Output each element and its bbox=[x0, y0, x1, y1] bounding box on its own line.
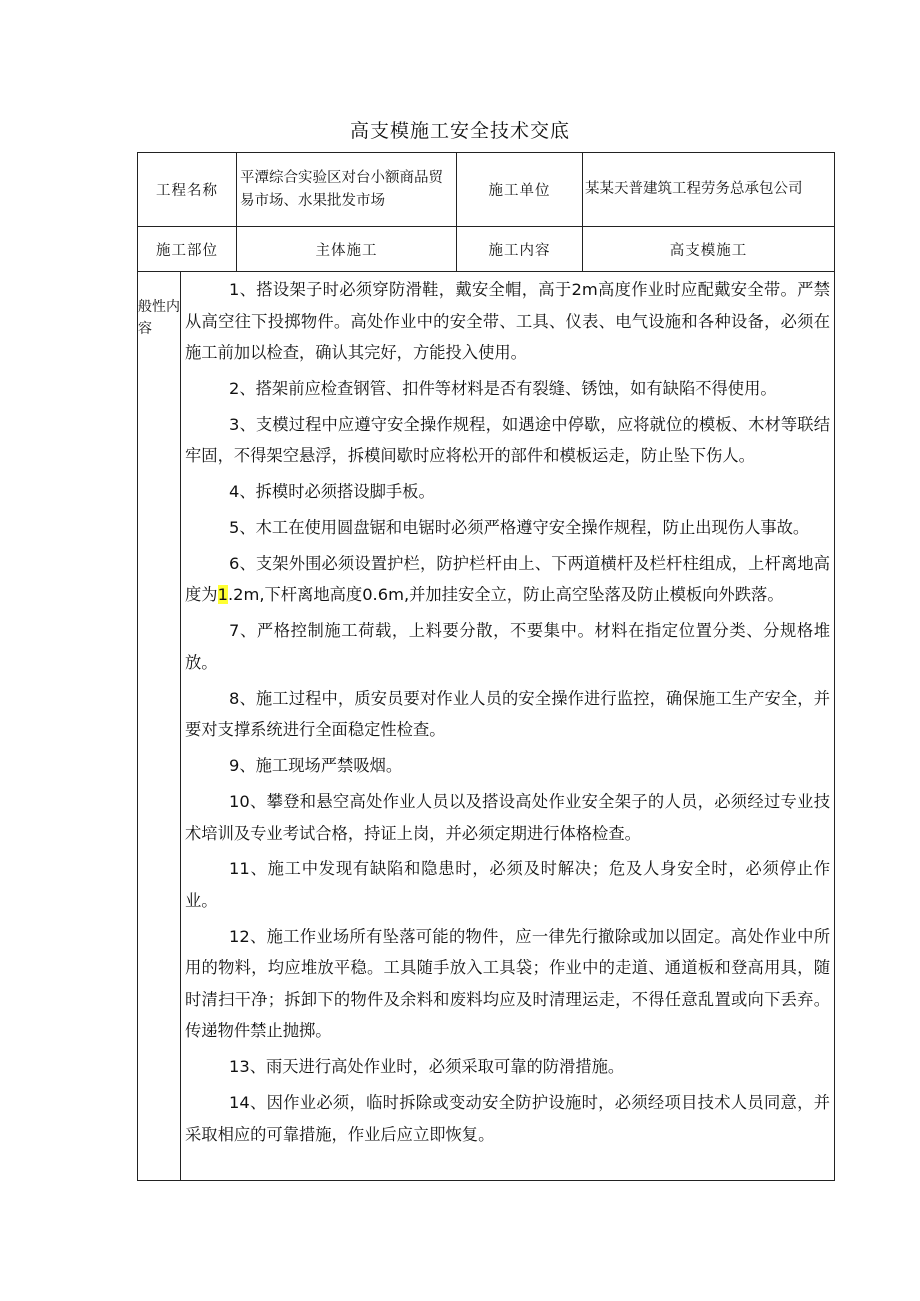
content-label: 施工内容 bbox=[457, 227, 583, 272]
header-row-project bbox=[138, 153, 835, 227]
general-content-label: 般性内容 bbox=[138, 272, 181, 1181]
list-item: 10、攀登和悬空高处作业人员以及搭设高处作业安全架子的人员，必须经过专业技术培训及专业考试合格，持证上岗，并必须定期进行体格检查。 bbox=[185, 792, 830, 843]
item-list bbox=[181, 272, 834, 1150]
content-value: 高支模施工 bbox=[583, 227, 835, 272]
contractor-value: 某某天普建筑工程劳务总承包公司 bbox=[583, 153, 835, 227]
item-6-lead: 6、支架外围必须设置护栏，防护栏杆由上、下两道横杆及栏杆柱组成，上杆离地高度为 bbox=[185, 553, 830, 605]
disclosure-table bbox=[137, 152, 835, 1181]
content-body bbox=[181, 272, 835, 1181]
part-value: 主体施工 bbox=[237, 227, 457, 272]
item-6-rest: .2m,下杆离地高度0.6m,并加挂安全立，防止高空坠落及防止模板向外跌落。 bbox=[227, 585, 784, 605]
list-item: 9、施工现场严禁吸烟。 bbox=[229, 756, 403, 776]
list-item: 12、施工作业场所有坠落可能的物件，应一律先行撤除或加以固定。高处作业中所用的物料，均应堆放平稳。工具随手放入工具袋；作业中的走道、通道板和登高用具，随时清扫干净；拆卸下的物件及余料和废料均应及时清理运走，不得任意乱置或向下丢弃。传递物件禁止抛掷。 bbox=[185, 926, 830, 1041]
list-item bbox=[185, 548, 830, 611]
header-row-part bbox=[138, 227, 835, 272]
list-item: 4、拆模时必须搭设脚手板。 bbox=[229, 482, 435, 502]
list-item: 3、支模过程中应遵守安全操作规程，如遇途中停歇，应将就位的模板、木材等联结牢固，不得架空悬浮，拆模间歇时应将松开的部件和模板运走，防止坠下伤人。 bbox=[185, 414, 830, 466]
project-name-label: 工程名称 bbox=[138, 153, 237, 227]
list-item: 2、搭架前应检查钢管、扣件等材料是否有裂缝、锈蚀，如有缺陷不得使用。 bbox=[229, 378, 777, 398]
content-row bbox=[138, 272, 835, 1181]
list-item: 8、施工过程中，质安员要对作业人员的安全操作进行监控，确保施工生产安全，并要对支撑系统进行全面稳定性检查。 bbox=[185, 688, 830, 740]
list-item: 1、搭设架子时必须穿防滑鞋，戴安全帽，高于2m高度作业时应配戴安全带。严禁从高空往下投掷物件。高处作业中的安全带、工具、仪表、电气设施和各种设备，必须在施工前加以检查，确认其完好，方能投入使用。 bbox=[185, 280, 830, 362]
part-label: 施工部位 bbox=[138, 227, 237, 272]
list-item: 5、木工在使用圆盘锯和电锯时必须严格遵守安全操作规程，防止出现伤人事故。 bbox=[229, 518, 810, 538]
list-item: 11、施工中发现有缺陷和隐患时，必须及时解决；危及人身安全时，必须停止作业。 bbox=[185, 859, 830, 910]
list-item: 14、因作业必须，临时拆除或变动安全防护设施时，必须经项目技术人员同意，并采取相应的可靠措施，作业后应立即恢复。 bbox=[185, 1093, 830, 1144]
highlight-mark: 1 bbox=[217, 585, 228, 605]
contractor-label: 施工单位 bbox=[457, 153, 583, 227]
list-item: 13、雨天进行高处作业时，必须采取可靠的防滑措施。 bbox=[229, 1057, 625, 1077]
list-item: 7、严格控制施工荷载，上料要分散，不要集中。材料在指定位置分类、分规格堆放。 bbox=[185, 621, 830, 672]
project-name-value: 平潭综合实验区对台小额商品贸易市场、水果批发市场 bbox=[237, 153, 457, 227]
document-title: 高支模施工安全技术交底 bbox=[349, 120, 570, 142]
